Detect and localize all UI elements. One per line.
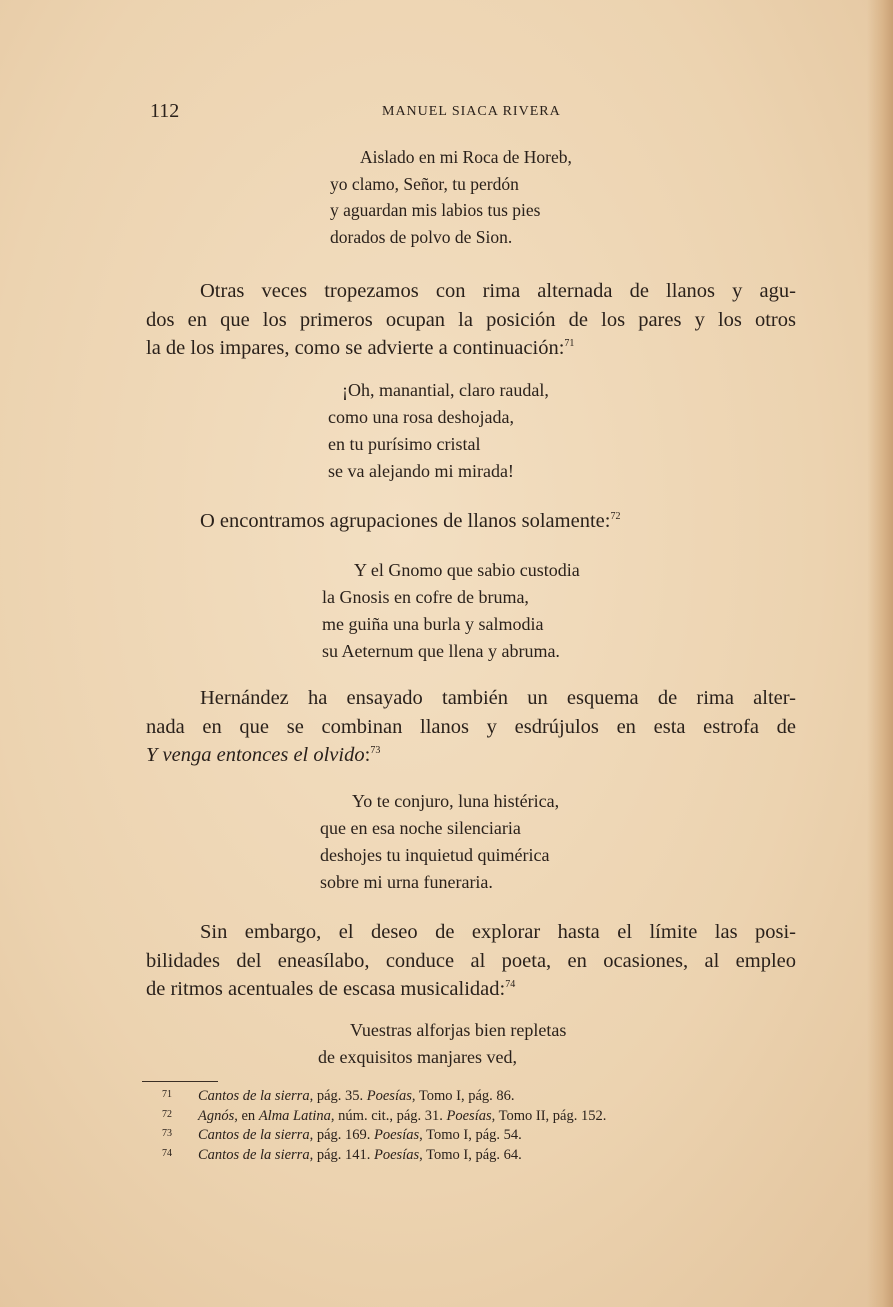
footnote-ref: 72 [610, 511, 621, 523]
verse-line: de exquisitos manjares ved, [318, 1047, 517, 1067]
footnote-text: , Tomo I, pág. 86. [411, 1088, 515, 1104]
verse-line: Vuestras alforjas bien repletas [350, 1020, 567, 1040]
footnote-number: 73 [162, 1128, 172, 1139]
verse-line: y aguardan mis labios tus pies [330, 200, 541, 220]
paragraph-line [146, 741, 796, 770]
verse-stanza-1 [330, 144, 572, 250]
paragraph-line: Otras veces tropezamos con rima alternada de llanos y agu- [200, 280, 796, 302]
paragraph-line [146, 975, 796, 1004]
verse-line: Aislado en mi Roca de Horeb, [360, 147, 572, 167]
footnote-work: Poesías [446, 1107, 492, 1124]
footnote-source: Cantos de la sierra [198, 1127, 310, 1143]
footnote-ref: 73 [370, 745, 381, 757]
paragraph-line: Hernández ha ensayado también un esquema de rima alter- [200, 687, 796, 709]
paragraph-text: : [364, 744, 371, 766]
running-head: MANUEL SIACA RIVERA [382, 104, 561, 119]
poem-title: Y venga entonces el olvido [146, 744, 365, 766]
footnotes [162, 1086, 606, 1164]
paragraph-3 [146, 684, 796, 770]
page-number: 112 [150, 100, 180, 122]
paragraph-line: nada en que se combinan llanos y esdrújulos en esta estrofa de [146, 715, 796, 738]
verse-stanza-5 [318, 1017, 566, 1071]
footnote-ref: 74 [505, 979, 516, 991]
verse-line: como una rosa deshojada, [328, 407, 514, 427]
verse-line: me guiña una burla y salmodia [322, 614, 544, 634]
verse-line: ¡Oh, manantial, claro raudal, [342, 380, 549, 400]
paragraph-2 [146, 507, 796, 536]
verse-line: dorados de polvo de Sion. [330, 226, 513, 247]
verse-stanza-4 [320, 788, 559, 896]
verse-stanza-3 [322, 557, 580, 665]
verse-stanza-2 [328, 377, 549, 485]
verse-line: sobre mi urna funeraria. [320, 872, 493, 892]
footnote-work: Poesías [366, 1088, 412, 1104]
paragraph-line [146, 507, 796, 536]
footnote-text: , en [234, 1107, 259, 1124]
footnote-source: Agnós [198, 1107, 235, 1124]
footnote-text: , núm. cit., pág. 31. [330, 1107, 447, 1124]
verse-line: yo clamo, Señor, tu perdón [330, 173, 519, 194]
paragraph-text: O encontramos agrupaciones de llanos solamente: [200, 510, 611, 532]
paragraph-line: Sin embargo, el deseo de explorar hasta el límite las posi- [200, 921, 796, 943]
footnote [162, 1145, 606, 1165]
footnote-work: Poesías [374, 1146, 420, 1163]
footnote-text: , Tomo I, pág. 64. [419, 1146, 522, 1163]
footnote-work: Poesías [374, 1127, 420, 1143]
verse-line: Y el Gnomo que sabio custodia [354, 560, 580, 580]
verse-line: Yo te conjuro, luna histérica, [352, 791, 560, 811]
verse-line: en tu purísimo cristal [328, 434, 481, 454]
verse-line: se va alejando mi mirada! [328, 461, 514, 481]
footnote [162, 1086, 606, 1106]
verse-line: que en esa noche silenciaria [320, 818, 521, 838]
footnote [162, 1106, 606, 1126]
page-header [0, 100, 893, 130]
footnote-source: Cantos de la sierra [198, 1146, 310, 1163]
paragraph-4 [146, 918, 796, 1004]
footnote-text: , pág. 141. [309, 1146, 375, 1163]
footnote-source: Cantos de la sierra [198, 1088, 310, 1104]
paragraph-line: dos en que los primeros ocupan la posición de los pares y los otros [146, 308, 796, 331]
footnote [162, 1125, 606, 1145]
verse-line: su Aeternum que llena y abruma. [322, 641, 560, 661]
footnote-text: , pág. 169. [309, 1127, 375, 1143]
footnote-text: , pág. 35. [309, 1088, 367, 1104]
paragraph-text: de ritmos acentuales de escasa musicalidad: [146, 978, 506, 1000]
paragraph-line: bilidades del eneasílabo, conduce al poeta, en ocasiones, al empleo [146, 949, 796, 972]
footnote-number: 72 [162, 1108, 172, 1120]
paragraph-1 [146, 277, 796, 363]
paragraph-line [146, 334, 796, 363]
verse-line: deshojes tu inquietud quimérica [320, 845, 550, 865]
footnote-source: Alma Latina [258, 1107, 331, 1124]
verse-line: la Gnosis en cofre de bruma, [322, 587, 529, 607]
footnote-text: , Tomo I, pág. 54. [419, 1127, 522, 1143]
paragraph-text: la de los impares, como se advierte a continuación: [146, 337, 565, 359]
page-edge-shadow [867, 0, 893, 1307]
footnote-ref: 71 [564, 338, 575, 350]
footnote-text: , Tomo II, pág. 152. [491, 1107, 607, 1124]
footnote-number: 74 [162, 1147, 172, 1159]
footnote-rule [142, 1081, 218, 1082]
footnote-number: 71 [162, 1089, 172, 1100]
